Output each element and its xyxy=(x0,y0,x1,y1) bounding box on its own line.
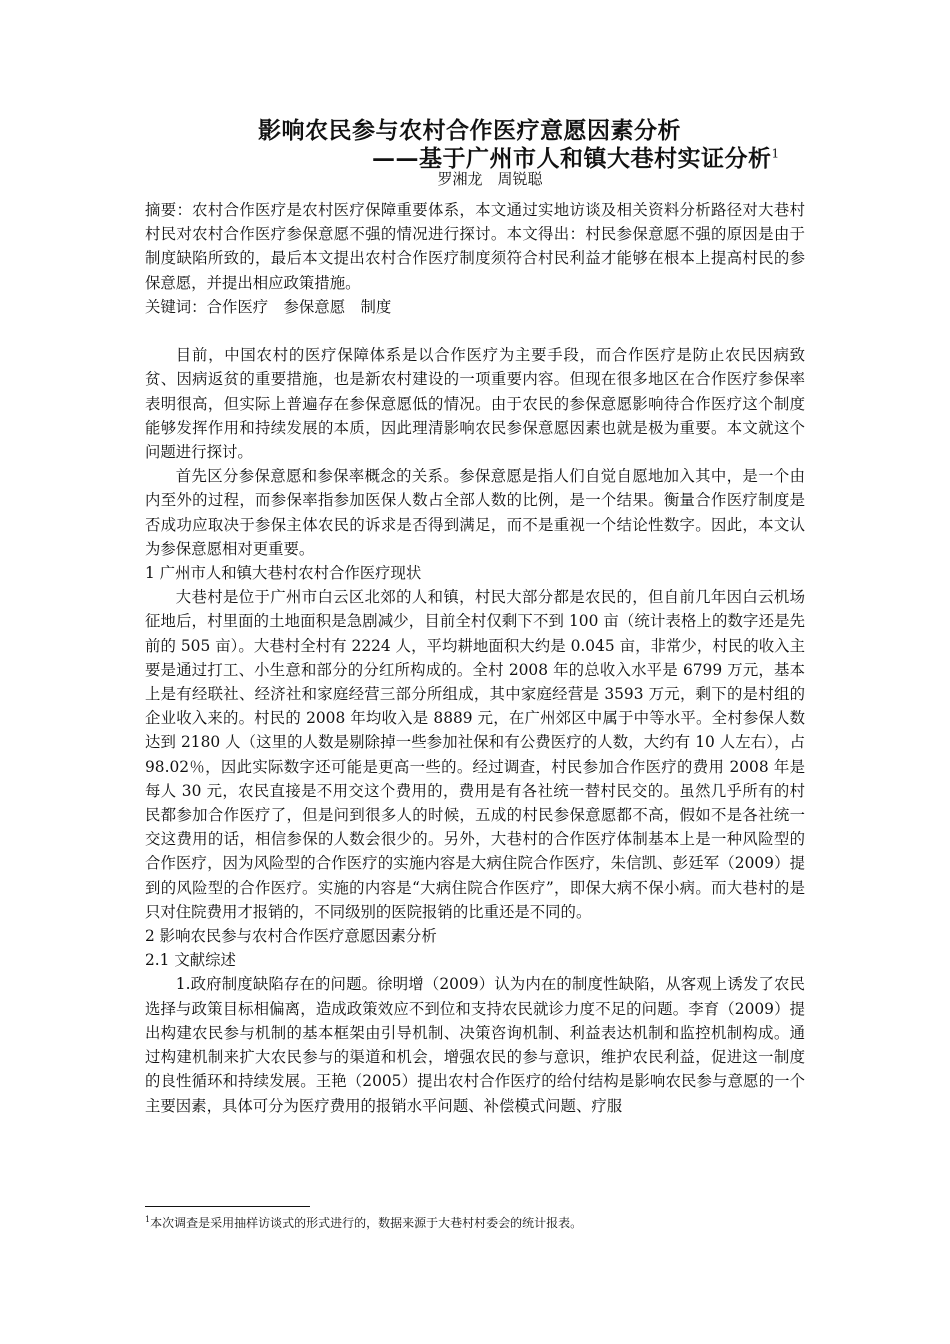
footnote-mark: 1 xyxy=(145,1215,151,1224)
footnote-reference: 1 xyxy=(771,146,780,161)
abstract: 摘要：农村合作医疗是农村医疗保障重要体系，本文通过实地访谈及相关资料分析路径对大巷村村民对农村合作医疗参保意愿不强的情况进行探讨。本文得出：村民参保意愿不强的原因是由于制度缺陷所致的，最后本文提出农村合作医疗制度须符合村民利益才能够在根本上提高村民的参保意愿，并提出相应政策措施。 xyxy=(145,201,805,292)
paper-subtitle-text: ——基于广州市人和镇大巷村实证分析 xyxy=(372,145,772,172)
footnote-divider xyxy=(145,1206,310,1207)
paper-body xyxy=(145,198,805,1118)
blank-line xyxy=(145,319,805,343)
subsection-heading-2-1: 2.1 文献综述 xyxy=(145,951,236,970)
section-heading-2: 2 影响农民参与农村合作医疗意愿因素分析 xyxy=(145,927,437,946)
paper-title: 影响农民参与农村合作医疗意愿因素分析 xyxy=(258,117,681,144)
paragraph-definition: 首先区分参保意愿和参保率概念的关系。参保意愿是指人们自觉自愿地加入其中，是一个由内至外的过程，而参保率指参加医保人数占全部人数的比例，是一个结果。衡量合作医疗制度是否成功应取决于参保主体农民的诉求是否得到满足，而不是重视一个结论性数字。因此，本文认为参保意愿相对更重要。 xyxy=(145,467,805,558)
keywords: 关键词：合作医疗 参保意愿 制度 xyxy=(145,297,392,316)
paragraph-status: 大巷村是位于广州市白云区北郊的人和镇，村民大部分都是农民的，但自前几年因白云机场征地后，村里面的土地面积是急剧减少，目前全村仅剩下不到 100 亩（统计表格上的数字还是先前的 505 亩）。大巷村全村有 2224 人，平均耕地面积大约是 0.045 亩，非常少，村民的收入主要是通过打工、小生意和部分的分红所构成的。全村 2008 年的总收入水平是 6799 万元，基本上是有经联社、经济社和家庭经营三部分所组成，其中家庭经营是 3593 万元，剩下的是村组的企业收入来的。村民的 2008 年均收入是 8889 元，在广州郊区中属于中等水平。全村参保人数达到 2180 人（这里的人数是剔除掉一些参加社保和有公费医疗的人数，大约有 10 人左右），占 98.02％，因此实际数字还可能是更高一些的。经过调查，村民参加合作医疗的费用 2008 年是每人 30 元，农民直接是不用交这个费用的，费用是有各社统一替村民交的。虽然几乎所有的村民都参加合作医疗了，但是问到很多人的时候，五成的村民参保意愿都不高，假如不是各社统一交这费用的话，相信参保的人数会很少的。另外，大巷村的合作医疗体制基本上是一种风险型的合作医疗，因为风险型的合作医疗的实施内容是大病住院合作医疗，朱信凯、彭廷军（2009）提到的风险型的合作医疗。实施的内容是“大病住院合作医疗”，即保大病不保小病。而大巷村的是只对住院费用才报销的，不同级别的医院报销的比重还是不同的。 xyxy=(145,588,805,921)
footnote xyxy=(145,1212,805,1231)
author-line: 罗湘龙 周锐聪 xyxy=(437,170,543,188)
footnote-text: 本次调查是采用抽样访谈式的形式进行的，数据来源于大巷村村委会的统计报表。 xyxy=(150,1216,583,1230)
paragraph-literature: 1.政府制度缺陷存在的问题。徐明增（2009）认为内在的制度性缺陷，从客观上诱发了农民选择与政策目标相偏离，造成政策效应不到位和支持农民就诊力度不足的问题。李育（2009）提出构建农民参与机制的基本框架由引导机制、决策咨询机制、利益表达机制和监控机制构成。通过构建机制来扩大农民参与的渠道和机会，增强农民的参与意识，维护农民利益，促进这一制度的良性循环和持续发展。王艳（2005）提出农村合作医疗的给付结构是影响农民参与意愿的一个主要因素，具体可分为医疗费用的报销水平问题、补偿模式问题、疗服 xyxy=(145,975,805,1115)
paragraph-intro: 目前，中国农村的医疗保障体系是以合作医疗为主要手段，而合作医疗是防止农民因病致贫、因病返贫的重要措施，也是新农村建设的一项重要内容。但现在很多地区在合作医疗参保率表明很高，但实际上普遍存在参保意愿低的情况。由于农民的参保意愿影响待合作医疗这个制度能够发挥作用和持续发展的本质，因此理清影响农民参保意愿因素也就是极为重要。本文就这个问题进行探讨。 xyxy=(145,346,805,462)
section-heading-1: 1 广州市人和镇大巷村农村合作医疗现状 xyxy=(145,564,422,583)
